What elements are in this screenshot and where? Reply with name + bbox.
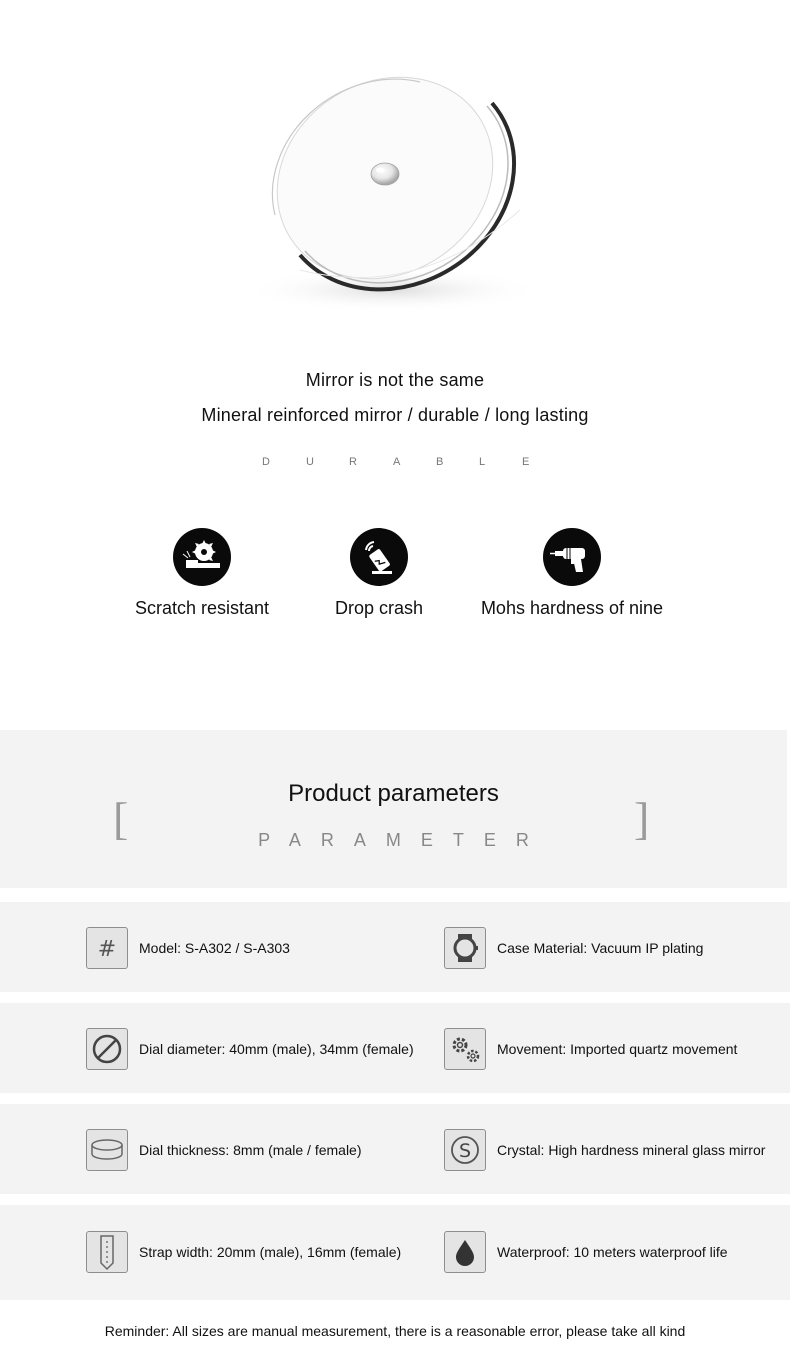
water-drop-icon [444,1231,486,1273]
hash-icon [86,927,128,969]
parameter-text: Dial diameter: 40mm (male), 34mm (female) [139,1041,414,1057]
crystal-s-icon [444,1129,486,1171]
feature-mohs-hardness [452,528,692,619]
parameter-item-dial-diameter [86,1027,414,1071]
parameter-item-crystal [444,1128,765,1172]
svg-text:#: # [97,937,117,962]
durable-spaced-word [0,456,790,472]
strap-icon [86,1231,128,1273]
parameters-title: Product parameters [288,780,499,807]
hero-subheading: Mineral reinforced mirror / durable / long lasting [201,405,589,425]
feature-label: Drop crash [334,598,424,618]
feature-label: Scratch resistant [134,598,270,618]
right-bracket-decoration: ] [634,793,650,844]
watch-case-icon [444,927,486,969]
hero-heading: Mirror is not the same [305,370,485,390]
svg-text:S: S [458,1140,472,1162]
broken-phone-icon [350,528,408,586]
parameter-text: Waterproof: 10 meters waterproof life [497,1244,728,1260]
saw-blade-icon [173,528,231,586]
feature-label: Mohs hardness of nine [480,598,664,618]
parameter-item-case-material [444,926,703,970]
parameter-text: Dial thickness: 8mm (male / female) [139,1142,362,1158]
parameter-text: Crystal: High hardness mineral glass mirror [497,1142,766,1158]
reminder-note: Reminder: All sizes are manual measurement, there is a reasonable error, please take all kind [104,1323,686,1339]
parameter-text: Model: S-A302 / S-A303 [139,940,290,956]
parameter-item-movement [444,1027,737,1071]
parameters-subtitle: PARAMETER [258,830,549,850]
parameter-item-dial-thickness [86,1128,362,1172]
durable-letter: U [306,456,314,468]
left-bracket-decoration: [ [113,793,129,844]
durable-letter: E [522,456,530,468]
parameter-text: Strap width: 20mm (male), 16mm (female) [139,1244,402,1260]
parameter-item-model [86,926,290,970]
parameter-text: Movement: Imported quartz movement [497,1041,738,1057]
crystal-glass-image [0,0,790,330]
durable-letter: L [479,456,486,468]
durable-letter: B [436,456,444,468]
gears-icon [444,1028,486,1070]
dial-thickness-icon [86,1129,128,1171]
dial-diameter-icon [86,1028,128,1070]
parameter-item-strap-width [86,1230,401,1274]
parameter-text: Case Material: Vacuum IP plating [497,940,704,956]
durable-letter: A [393,456,401,468]
durable-letter: R [349,456,357,468]
durable-letter: D [262,456,270,468]
parameter-item-waterproof [444,1230,728,1274]
drill-icon [543,528,601,586]
